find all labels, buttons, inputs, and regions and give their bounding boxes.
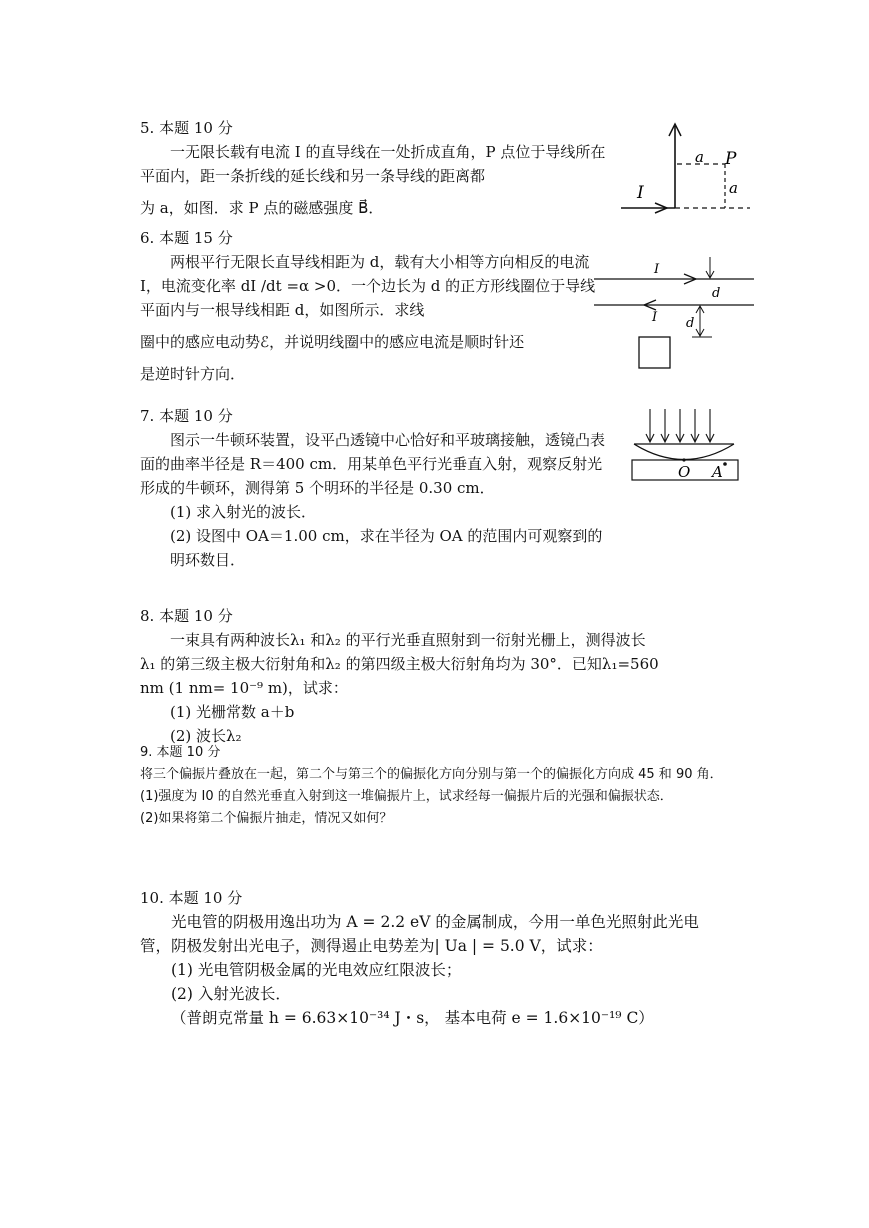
question-6-text-3: 是逆时针方向．: [140, 365, 246, 383]
question-9: [140, 742, 750, 830]
question-8-heading: 8. 本题 10 分: [140, 607, 233, 625]
question-7-item-1: (1) 求入射光的波长．: [170, 503, 317, 521]
label-a-top: a: [695, 148, 704, 166]
question-9-text: 将三个偏振片叠放在一起，第二个与第三个的偏振化方向分别与第一个的偏振化方向成 45 和 90 角．: [140, 767, 723, 782]
question-7-item-2: (2) 设图中 OA＝1.00 cm，求在半径为 OA 的范围内可观察到的明环数目．: [170, 527, 603, 569]
figure-parallel-wires: [592, 255, 762, 370]
label-point-P: P: [725, 149, 737, 169]
label-current-top: I: [654, 262, 660, 277]
question-5-text-end: 为 a，如图．求 P 点的磁感强度 B⃗．: [140, 199, 384, 217]
question-5: [140, 116, 610, 220]
question-8-item-1: (1) 光栅常数 a＋b: [170, 703, 295, 721]
question-8-item-2: (2) 波长λ₂: [170, 727, 242, 745]
label-d-between: d: [712, 286, 721, 301]
question-10-text: 光电管的阴极用逸出功为 A = 2.2 eV 的金属制成，今用一单色光照射此光电管，阴极发射出光电子，测得遏止电势差为| Ua | = 5.0 V，试求：: [140, 913, 699, 955]
question-10-constants: （普朗克常量 h = 6.63×10⁻³⁴ J・s， 基本电荷 e = 1.6×10⁻¹⁹ C）: [171, 1009, 654, 1027]
question-7-text: 图示一牛顿环装置，设平凸透镜中心恰好和平玻璃接触，透镜凸表面的曲率半径是 R＝400 cm．用某单色平行光垂直入射，观察反射光形成的牛顿环，测得第 5 个明环的半径是 0.30 cm．: [140, 431, 606, 497]
question-6-heading: 6. 本题 15 分: [140, 229, 233, 247]
question-10-heading: 10. 本题 10 分: [140, 889, 243, 907]
square-loop: [639, 337, 670, 368]
question-5-heading: 5. 本题 10 分: [140, 119, 233, 137]
lens-surface: [634, 444, 734, 460]
label-A: A: [712, 463, 723, 481]
figure-newton-rings: [628, 407, 743, 487]
question-10-item-2: (2) 入射光波长．: [171, 985, 291, 1003]
question-6-text: 两根平行无限长直导线相距为 d，载有大小相等方向相反的电流 I，电流变化率 dI /dt =α >0．一个边长为 d 的正方形线圈位于导线平面内与一根导线相距 d，如图所示．求线: [140, 253, 596, 319]
label-a-side: a: [729, 179, 738, 197]
question-9-heading: 9. 本题 10 分: [140, 745, 221, 760]
figure-bent-wire: [615, 118, 755, 218]
question-5-text: 一无限长载有电流 I 的直导线在一处折成直角，P 点位于导线所在平面内，距一条折线的延长线和另一条导线的距离都: [140, 143, 606, 185]
question-7: [140, 404, 610, 572]
question-9-item-1: (1)强度为 I0 的自然光垂直入射到这一堆偏振片上，试求经每一偏振片后的光强和偏振状态．: [140, 789, 673, 804]
label-d-loop: d: [686, 316, 695, 331]
label-O: O: [678, 463, 691, 481]
label-current-bottom: I: [652, 310, 658, 325]
question-10-item-1: (1) 光电管阴极金属的光电效应红限波长；: [171, 961, 462, 979]
question-10: [140, 886, 700, 1030]
question-8-text: 一束具有两种波长λ₁ 和λ₂ 的平行光垂直照射到一衍射光栅上，测得波长λ₁ 的第三级主极大衍射角和λ₂ 的第四级主极大衍射角均为 30°．已知λ₁=560 nm (1 nm= 10⁻⁹ m)，试求：: [140, 631, 659, 697]
question-8: [140, 604, 660, 748]
question-9-item-2: (2)如果将第二个偏振片抽走，情况又如何？: [140, 811, 393, 826]
question-6-text-2: 圈中的感应电动势ℰ，并说明线圈中的感应电流是顺时针还: [140, 333, 525, 351]
question-7-heading: 7. 本题 10 分: [140, 407, 233, 425]
label-current-I: I: [637, 183, 644, 203]
question-6: [140, 226, 610, 386]
